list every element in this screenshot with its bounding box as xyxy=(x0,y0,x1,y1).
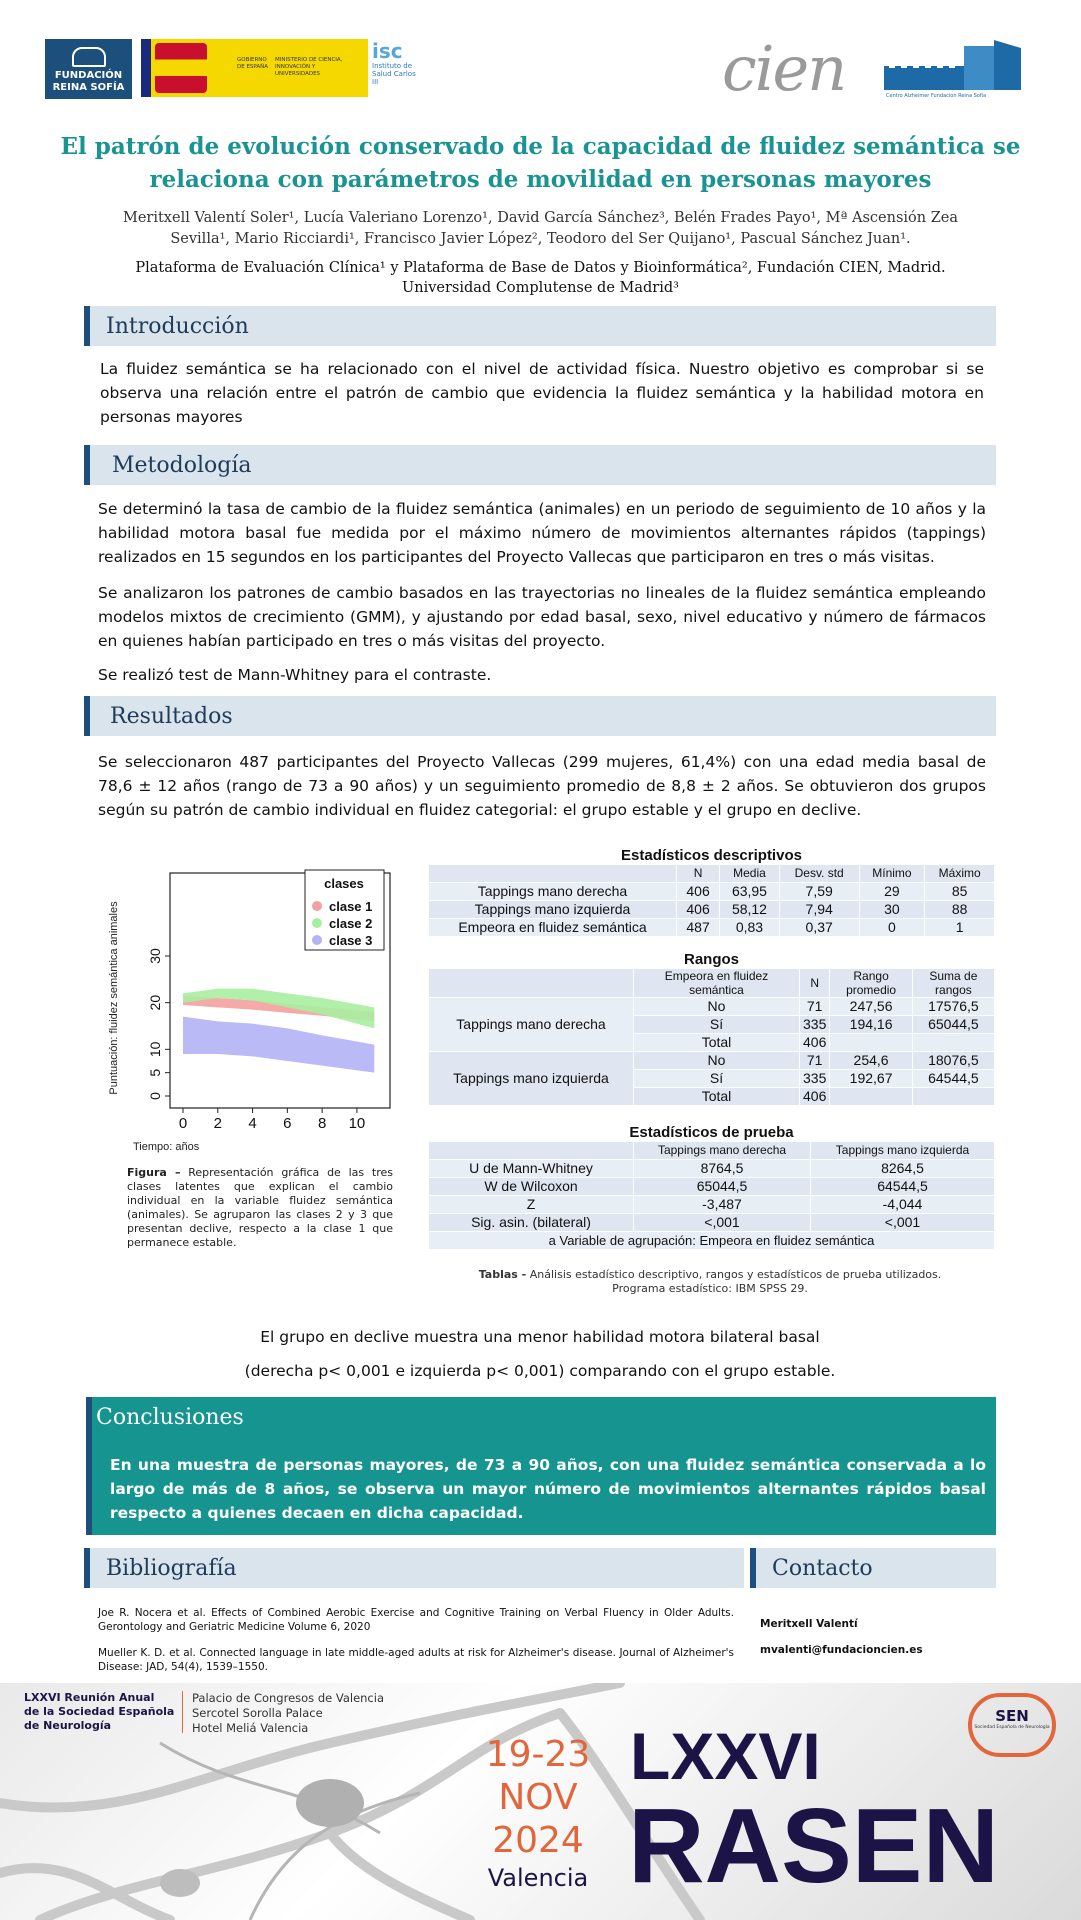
table-row: Sig. asin. (bilateral) <,001 <,001 xyxy=(429,1214,995,1232)
legend-marker xyxy=(312,935,322,945)
table-row: Sí 335 194,16 65044,5 xyxy=(429,1016,995,1034)
y-axis-label: Puntuación: fluidez semántica animales xyxy=(108,901,120,1095)
affiliations: Plataforma de Evaluación Clínica¹ y Plataforma de Base de Datos y Bioinformática², Fundación CIEN, Madrid. Universidad Complutense de Madrid³ xyxy=(135,260,946,296)
section-contacto: Contacto xyxy=(750,1548,996,1588)
section-metodologia: Metodología xyxy=(84,445,996,485)
section-conclusiones: Conclusiones xyxy=(96,1405,244,1430)
x-tick-label: 8 xyxy=(317,1115,327,1132)
legend-label: clase 1 xyxy=(329,899,373,914)
series-band-clase-3 xyxy=(183,1017,374,1073)
table-row: U de Mann-Whitney 8764,5 8264,5 xyxy=(429,1160,995,1178)
methods-text-3: Se realizó test de Mann-Whitney para el contraste. xyxy=(98,666,492,684)
x-axis-label: Tiempo: años xyxy=(133,1141,200,1153)
isciii-logo: isc Instituto de Salud Carlos III xyxy=(372,39,416,86)
castle-logo xyxy=(884,40,1021,98)
meeting-name: LXXVI Reunión Anual de la Sociedad Española de Neurología xyxy=(24,1691,175,1732)
legend-label: clase 2 xyxy=(329,916,373,931)
legend-marker xyxy=(312,901,322,911)
authors: Meritxell Valentí Soler¹, Lucía Valeriano Lorenzo¹, David García Sánchez³, Belén Frades Payo¹, Mª Ascensión Zea Sevilla¹, Mario Ricciardi¹, Francisco Javier López², Teodoro del Ser Quijano¹, Pascual Sánchez Juan¹. xyxy=(122,210,958,247)
sen-logo: SEN Sociedad Española de Neurología xyxy=(968,1693,1056,1757)
x-tick-label: 4 xyxy=(248,1115,257,1132)
section-bibliografia: Bibliografía xyxy=(84,1548,744,1588)
x-tick-label: 10 xyxy=(348,1115,366,1132)
reference-2: Mueller K. D. et al. Connected language in late middle-aged adults at risk for Alzheimer's disease. Journal of Alzheimer's Disease: JAD, 54(4), 1539–1550. xyxy=(98,1647,734,1673)
table-row: Tappings mano izquierda 406 58,12 7,94 30 88 xyxy=(429,901,995,919)
legend-title: clases xyxy=(324,876,364,891)
gobierno-espana-logo: GOBIERNO DE ESPAÑA MINISTERIO DE CIENCIA, INNOVACIÓN Y UNIVERSIDADES xyxy=(141,39,368,97)
table-row: Z -3,487 -4,044 xyxy=(429,1196,995,1214)
y-tick-label: 10 xyxy=(147,1041,163,1058)
results-text: Se seleccionaron 487 participantes del Proyecto Vallecas (299 mujeres, 61,4%) con una edad media basal de 78,6 ± 12 años (rango de 73 a 90 años) y un seguimiento promedio de 8,8 ± 2 años. Se obtuvieron dos grupos según su patrón de cambio individual en fluidez categorial: el grupo estable y el grupo en declive. xyxy=(98,753,986,819)
table-row: Sí 335 192,67 64544,5 xyxy=(429,1070,995,1088)
intro-text: La fluidez semántica se ha relacionado con el nivel de actividad física. Nuestro objetivo es comprobar si se observa una relación entre el patrón de cambio que evidencia la fluidez semántica y la habilidad motora en personas mayores xyxy=(100,360,984,426)
methods-text-2: Se analizaron los patrones de cambio basados en las trayectorias no lineales de la fluidez semántica empleando modelos mixtos de crecimiento (GMM), y ajustando por edad basal, sexo, nivel educativo y número de fármacos en quienes habían participado en tres o más visitas del proyecto. xyxy=(98,584,986,650)
table-note: a Variable de agrupación: Empeora en fluidez semántica xyxy=(429,1232,995,1250)
table-title: Rangos xyxy=(429,951,995,969)
table-title: Estadísticos descriptivos xyxy=(429,847,995,865)
descriptive-stats-table: Estadísticos descriptivos N Media Desv. std Mínimo Máximo Tappings mano derecha 406 63,95 7,59 29 85 Tappings mano izquierda 406 58,12 7,94 30 88 Empeora en fluidez semántica 487 0,83 0,37 0 1 xyxy=(428,846,995,937)
venues: Palacio de Congresos de Valencia Sercotel Sorolla Palace Hotel Meliá Valencia xyxy=(192,1691,385,1735)
fundacion-reina-sofia-logo: FUNDACIÓN REINA SOFÍA xyxy=(45,39,132,99)
table-row: Total 406 xyxy=(429,1034,995,1052)
y-tick-label: 5 xyxy=(147,1068,163,1077)
legend-label: clase 3 xyxy=(329,933,373,948)
contact-email[interactable]: mvalenti@fundacioncien.es xyxy=(760,1644,923,1656)
figure-caption: Figura – Representación gráfica de las tres clases latentes que explican el cambio individual en la variable fluidez semántica (animales). Se agruparon las clases 2 y 3 que presentan declive, respecto a la clase 1 que permanece estable. xyxy=(127,1166,394,1249)
svg-text:Centro Alzheimer Fundación Rei: Centro Alzheimer Fundación Reina Sofía xyxy=(886,93,987,98)
table-row: W de Wilcoxon 65044,5 64544,5 xyxy=(429,1178,995,1196)
tables-caption: Tablas - Análisis estadístico descriptivo, rangos y estadísticos de prueba utilizados. Programa estadístico: IBM SPSS 29. xyxy=(478,1268,942,1295)
table-row: Tappings mano derecha No 71 247,56 17576,5 xyxy=(429,998,995,1016)
congress-dates: 19-23 NOV 2024 Valencia xyxy=(485,1734,591,1892)
section-resultados: Resultados xyxy=(84,696,996,736)
coat-of-arms-icon xyxy=(155,43,207,93)
table-row: Empeora en fluidez semántica 487 0,83 0,37 0 1 xyxy=(429,919,995,937)
table-row: Tappings mano izquierda No 71 254,6 18076,5 xyxy=(429,1052,995,1070)
y-tick-label: 30 xyxy=(147,948,163,964)
y-tick-label: 20 xyxy=(147,994,163,1011)
lxxvi-title: LXXVI xyxy=(630,1719,821,1793)
x-tick-label: 6 xyxy=(283,1115,292,1132)
test-stats-table: Estadísticos de prueba Tappings mano derecha Tappings mano izquierda U de Mann-Whitney 8764,5 8264,5 W de Wilcoxon 65044,5 64544,5 Z -3,487 -4,044 Sig. asin. (bilateral) <,001 <,001 a Variable de agrupación: Empeora en fluidez semántica xyxy=(428,1123,995,1250)
table-row: Tappings mano derecha 406 63,95 7,59 29 85 xyxy=(429,883,995,901)
legend-marker xyxy=(312,918,322,928)
methods-text-1: Se determinó la tasa de cambio de la fluidez semántica (animales) en un periodo de seguimiento de 10 años y la habilidad motora basal fue medida por el máximo número de movimientos alternantes rápidos (tappings) realizados en 15 segundos en los participantes del Proyecto Vallecas que participaron en tres o más visitas. xyxy=(98,500,986,566)
section-introduccion: Introducción xyxy=(84,306,996,346)
congress-footer xyxy=(0,1683,1081,1920)
table-row: Total 406 xyxy=(429,1088,995,1106)
rasen-title: RASEN xyxy=(628,1787,1000,1905)
latent-classes-chart xyxy=(105,858,400,1158)
poster-title: El patrón de evolución conservado de la capacidad de fluidez semántica se relaciona con parámetros de movilidad en personas mayores xyxy=(60,133,1021,193)
conclusions-text: En una muestra de personas mayores, de 73 a 90 años, con una fluidez semántica conservada a lo largo de más de 8 años, se observa un mayor número de movimientos alternantes rápidos basal respecto a quienes decaen en dicha capacidad. xyxy=(110,1456,986,1522)
contact-name: Meritxell Valentí xyxy=(760,1618,858,1630)
y-tick-label: 0 xyxy=(147,1092,163,1100)
reference-1: Joe R. Nocera et al. Effects of Combined Aerobic Exercise and Cognitive Training on Verbal Fluency in Older Adults. Gerontology and Geriatric Medicine Volume 6, 2020 xyxy=(98,1607,734,1633)
ranks-table: Rangos Empeora en fluidez semántica N Rango promedio Suma de rangos Tappings mano derecha No 71 247,56 17576,5 Sí 335 194,16 65044,5 Total 406 Tappings mano izquierda No 71 254,6 18076,5 Sí 335 192,67 64544,5 Total 406 xyxy=(428,950,995,1106)
key-finding: El grupo en declive muestra una menor habilidad motora bilateral basal (derecha p< 0,001 e izquierda p< 0,001) comparando con el grupo estable. xyxy=(244,1328,836,1380)
cien-logo: cien xyxy=(722,32,846,105)
x-tick-label: 2 xyxy=(213,1115,222,1132)
x-tick-label: 0 xyxy=(178,1115,188,1132)
table-title: Estadísticos de prueba xyxy=(429,1124,995,1142)
